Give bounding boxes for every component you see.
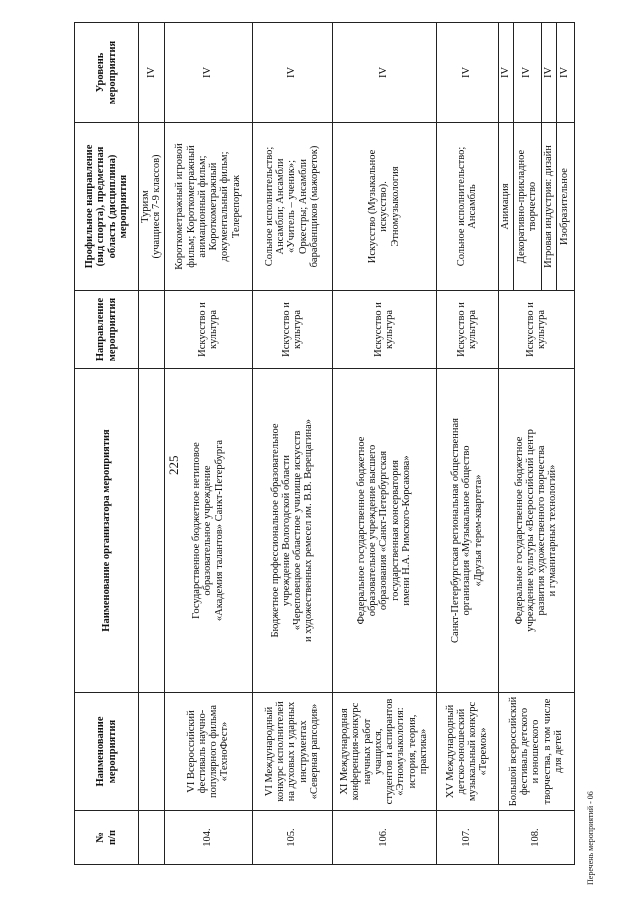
- cell-profile: Короткометражный игровой фильм; Короткометражный анимационный фильм; Короткометражный документальный фильм; Телерепортаж: [164, 123, 252, 291]
- cell-event: Большой всероссийский фестиваль детского и юношеского творчества, в том числе для детей: [498, 693, 574, 811]
- cell-organizer: Бюджетное профессиональное образовательное учреждение Вологодской области «Череповецкое областное училище искусств и художественных ремесел им. В.В. Верещагина»: [252, 369, 332, 693]
- cell-level: IV: [252, 23, 332, 123]
- cell-level: IV: [513, 23, 541, 123]
- cell-level: IV: [556, 23, 574, 123]
- cell-event: VI Всероссийский фестиваль научно- популярного фильма «ТехноФест»: [164, 693, 252, 811]
- table-row: [164, 23, 252, 865]
- footer-text: Перечень мероприятий - 06: [586, 791, 595, 885]
- table-row: [332, 23, 436, 865]
- table-row: [139, 23, 165, 865]
- cell-event: XI Международная конференция-конкурс научных работ учащихся, студентов и аспирантов «Этномузыкология: история, теория, практика»: [332, 693, 436, 811]
- cell-direction: Искусство и культура: [332, 291, 436, 369]
- cell-event: XV Международный детско-юношеский музыкальный конкурс «Теремок»: [436, 693, 498, 811]
- cell-profile: Туризм (учащиеся 7-9 классов): [139, 123, 165, 291]
- header-level: Уровень мероприятия: [75, 23, 139, 123]
- header-num: № п/п: [75, 811, 139, 865]
- cell-profile: Анимация: [498, 123, 513, 291]
- table-row: [498, 23, 513, 865]
- cell-num: 104.: [164, 811, 252, 865]
- cell-profile: Искусство (Музыкальное искусство). Этномузыкология: [332, 123, 436, 291]
- cell-num: 106.: [332, 811, 436, 865]
- header-profile: Профильное направление (вид спорта), предметная область (дисциплина) мероприятия: [75, 123, 139, 291]
- cell-level: IV: [139, 23, 165, 123]
- cell-profile: Сольное исполнительство; Ансамбль: [436, 123, 498, 291]
- cell-direction: Искусство и культура: [436, 291, 498, 369]
- cell-profile: Изобразительное: [556, 123, 574, 291]
- cell-num: 108.: [498, 811, 574, 865]
- cell-num: 105.: [252, 811, 332, 865]
- cell-level: IV: [498, 23, 513, 123]
- cell-organizer: Федеральное государственное бюджетное учреждение культуры «Всероссийский центр развития художественного творчества и гуманитарных технологий»: [498, 369, 574, 693]
- cell-profile: Декоративно-прикладное творчество: [513, 123, 541, 291]
- table-row: [436, 23, 498, 865]
- cell-level: IV: [541, 23, 556, 123]
- cell-level: IV: [436, 23, 498, 123]
- header-organizer: Наименование организатора мероприятия: [75, 369, 139, 693]
- cell-level: IV: [332, 23, 436, 123]
- cell-organizer: Федеральное государственное бюджетное образовательное учреждение высшего образования «Санкт-Петербургская государственная консерватория имени Н.А. Римского-Корсакова»: [332, 369, 436, 693]
- table-row: [252, 23, 332, 865]
- cell-num: 107.: [436, 811, 498, 865]
- cell-level: IV: [164, 23, 252, 123]
- header-direction: Направление мероприятия: [75, 291, 139, 369]
- cell-direction: Искусство и культура: [252, 291, 332, 369]
- cell-direction: Искусство и культура: [498, 291, 574, 369]
- page-number: 225: [166, 455, 181, 475]
- cell-direction: Искусство и культура: [164, 291, 252, 369]
- cell-profile: Сольное исполнительство; Ансамбли; Ансамбли «Учитель – ученик»; Оркестры; Ансамбли барабанщиков (мажореток): [252, 123, 332, 291]
- table-header-row: [75, 23, 139, 865]
- cell-organizer: Государственное бюджетное нетиповое образовательное учреждение «Академия талантов» Санкт-Петербурга: [164, 369, 252, 693]
- cell-profile: Игровая индустрия: дизайн: [541, 123, 556, 291]
- cell-event: VI Международный конкурс исполнителей на духовых и ударных инструментах «Северная рапсодия»: [252, 693, 332, 811]
- events-table: [74, 22, 575, 865]
- header-event: Наименование мероприятия: [75, 693, 139, 811]
- cell-organizer: Санкт-Петербургская региональная общественная организация «Музыкальное общество «Друзья терем-квартета»: [436, 369, 498, 693]
